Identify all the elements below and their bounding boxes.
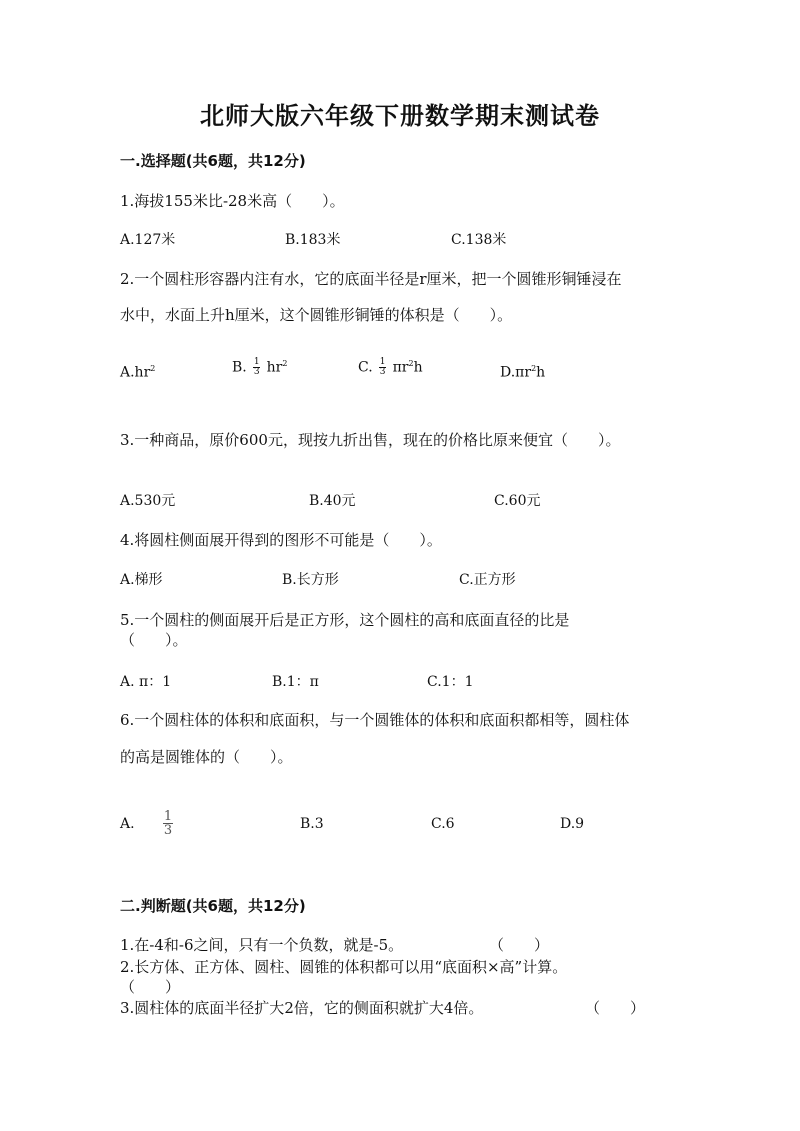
question-4-stem: 4.将圆柱侧面展开得到的图形不可能是（ ）。 [120,531,442,549]
question-1-option-a: A.127米 [120,232,176,248]
question-5-option-b: B.1：π [272,674,319,690]
option-c-label: C. [358,359,373,376]
question-3-option-b: B.40元 [309,493,356,509]
question-2-option-d [500,364,545,381]
question-3-option-c: C.60元 [494,493,541,509]
question-3-stem: 3.一种商品，原价600元，现按九折出售，现在的价格比原来便宜（ ）。 [120,431,621,449]
judgement-2-stem: 2.长方体、正方体、圆柱、圆锥的体积都可以用“底面积×高”计算。 [120,958,568,976]
question-2-option-a [120,364,155,381]
page-title: 北师大版六年级下册数学期末测试卷 [200,101,600,130]
question-6-stem-line-2: 的高是圆锥体的（ ）。 [120,748,293,766]
question-2-option-b [232,358,287,377]
question-5-stem-line-2: （ ）。 [120,631,188,649]
question-2-option-c [358,358,423,377]
question-2-stem-line-2: 水中，水面上升h厘米，这个圆锥形铜锤的体积是（ ）。 [120,306,513,324]
fraction-numerator: 1 [253,357,260,367]
fraction-one-third [163,810,173,837]
question-4-option-c: C.正方形 [459,572,516,588]
question-5-option-a: A. π：1 [120,674,172,690]
question-6-option-a-label: A. [120,816,135,832]
option-c-tail: h [413,359,423,376]
section-heading-choice: 一.选择题(共6题，共12分) [120,152,306,170]
option-d-tail: h [536,364,546,381]
fraction-one-third [253,358,260,377]
option-b-text: hr [266,359,283,376]
fraction-denominator: 3 [379,367,386,377]
question-4-option-a: A.梯形 [120,572,163,588]
section-heading-judgement: 二.判断题(共6题，共12分) [120,897,306,915]
fraction-numerator: 1 [163,809,173,824]
question-1-option-b: B.183米 [285,232,341,248]
question-6-option-c: C.6 [431,816,455,832]
judgement-3-answer-paren: （ ） [585,999,646,1017]
judgement-2-answer-paren: （ ） [120,978,181,996]
question-5-stem-line-1: 5.一个圆柱的侧面展开后是正方形，这个圆柱的高和底面直径的比是 [120,611,570,629]
exponent: 2 [282,358,288,368]
option-c-text: πr [392,359,409,376]
fraction-denominator: 3 [253,367,260,377]
question-6-option-d: D.9 [560,816,585,832]
question-6-option-b: B.3 [300,816,324,832]
option-b-label: B. [232,359,247,376]
exponent: 2 [408,358,414,368]
option-a-text: A.hr [120,364,151,381]
exponent: 2 [531,364,537,373]
fraction-one-third [379,358,386,377]
question-6-stem-line-1: 6.一个圆柱体的体积和底面积，与一个圆锥体的体积和底面积都相等，圆柱体 [120,711,630,729]
question-6-option-a [161,810,175,837]
fraction-denominator: 3 [163,823,173,838]
fraction-numerator: 1 [379,357,386,367]
option-d-text: D.πr [500,364,532,381]
exponent: 2 [150,364,156,373]
question-3-option-a: A.530元 [120,493,176,509]
judgement-3-stem: 3.圆柱体的底面半径扩大2倍，它的侧面积就扩大4倍。 [120,999,484,1017]
judgement-1-stem: 1.在-4和-6之间，只有一个负数，就是-5。 [120,936,404,954]
question-1-option-c: C.138米 [451,232,507,248]
judgement-1-answer-paren: （ ） [489,936,550,954]
question-1-stem: 1.海拔155米比-28米高（ ）。 [120,192,345,210]
question-4-option-b: B.长方形 [282,572,339,588]
question-5-option-c: C.1：1 [427,674,474,690]
question-2-stem-line-1: 2.一个圆柱形容器内注有水，它的底面半径是r厘米，把一个圆锥形铜锤浸在 [120,270,622,288]
